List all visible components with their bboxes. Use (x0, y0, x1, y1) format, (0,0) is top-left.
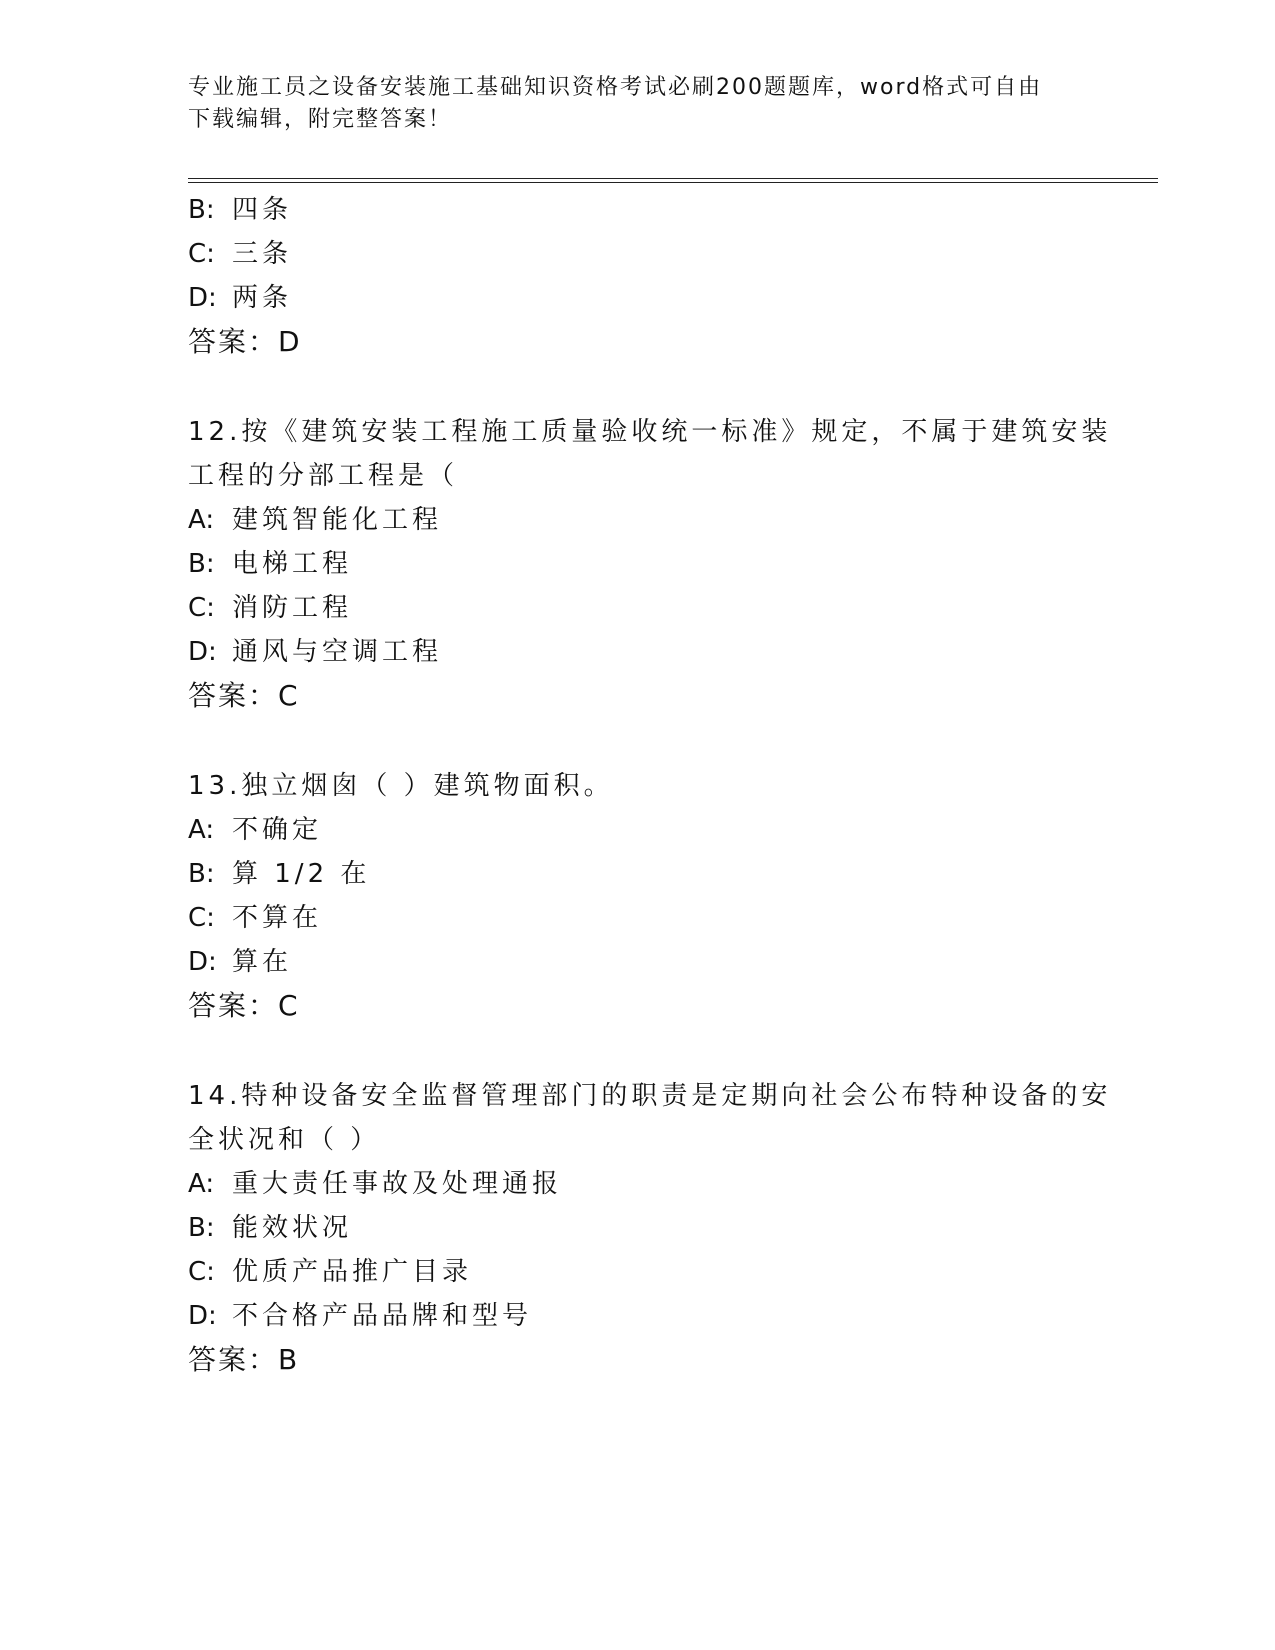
option-text: 不算在 (232, 903, 323, 933)
document-header (188, 72, 1068, 136)
q14-option-d (188, 1299, 532, 1333)
option-text: 优质产品推广目录 (232, 1257, 473, 1287)
q12-answer: 答案：C (188, 679, 300, 712)
q13-option-a (188, 813, 322, 847)
q14-stem-line-2: 全状况和（ ） (188, 1125, 381, 1155)
header-divider-top (188, 178, 1158, 179)
q13-option-b (188, 857, 370, 891)
q11-answer: 答案：D (188, 325, 302, 358)
q14-option-c (188, 1255, 472, 1289)
option-text: 能效状况 (232, 1213, 353, 1243)
option-text: 三条 (232, 239, 293, 269)
q13-answer: 答案：C (188, 989, 300, 1022)
option-text: 通风与空调工程 (232, 637, 443, 667)
option-text: 重大责任事故及处理通报 (232, 1169, 563, 1199)
option-label: D: (188, 637, 217, 667)
option-label: D: (188, 283, 217, 313)
option-label: C: (188, 903, 215, 933)
header-line-1: 专业施工员之设备安装施工基础知识资格考试必刷200题题库，word格式可自由 (188, 75, 1043, 100)
q12-option-b (188, 547, 352, 581)
option-label: C: (188, 239, 215, 269)
option-text: 两条 (232, 283, 293, 313)
q11-option-d (188, 281, 292, 315)
option-text: 算在 (232, 947, 293, 977)
option-label: B: (188, 859, 215, 889)
q14-stem-line-1: 14.特种设备安全监督管理部门的职责是定期向社会公布特种设备的安 (188, 1081, 1112, 1111)
option-text: 不合格产品品牌和型号 (232, 1301, 533, 1331)
option-label: A: (188, 815, 215, 845)
option-text: 消防工程 (232, 593, 353, 623)
header-line-2: 下载编辑，附完整答案！ (188, 107, 453, 132)
option-label: B: (188, 1213, 215, 1243)
q14-answer: 答案：B (188, 1343, 300, 1376)
option-text: 算 1/2 在 (232, 859, 371, 889)
q12-stem-line-2: 工程的分部工程是（ (188, 461, 459, 491)
option-label: D: (188, 1301, 217, 1331)
option-label: A: (188, 1169, 215, 1199)
q12-option-c (188, 591, 352, 625)
option-text: 建筑智能化工程 (232, 505, 443, 535)
header-divider-bottom (188, 182, 1158, 183)
option-label: B: (188, 195, 215, 225)
option-text: 四条 (232, 195, 293, 225)
option-label: C: (188, 1257, 215, 1287)
q12-option-a (188, 503, 442, 537)
option-label: B: (188, 549, 215, 579)
option-text: 电梯工程 (232, 549, 353, 579)
q13-stem-line-1: 13.独立烟囱（ ）建筑物面积。 (188, 771, 614, 801)
q12-option-d (188, 635, 442, 669)
q14-option-b (188, 1211, 352, 1245)
option-label: D: (188, 947, 217, 977)
option-label: C: (188, 593, 215, 623)
q14-option-a (188, 1167, 562, 1201)
option-text: 不确定 (232, 815, 323, 845)
q12-stem-line-1: 12.按《建筑安装工程施工质量验收统一标准》规定，不属于建筑安装 (188, 417, 1112, 447)
q13-option-d (188, 945, 292, 979)
q11-option-b (188, 193, 292, 227)
option-label: A: (188, 505, 215, 535)
q11-option-c (188, 237, 292, 271)
q13-option-c (188, 901, 322, 935)
